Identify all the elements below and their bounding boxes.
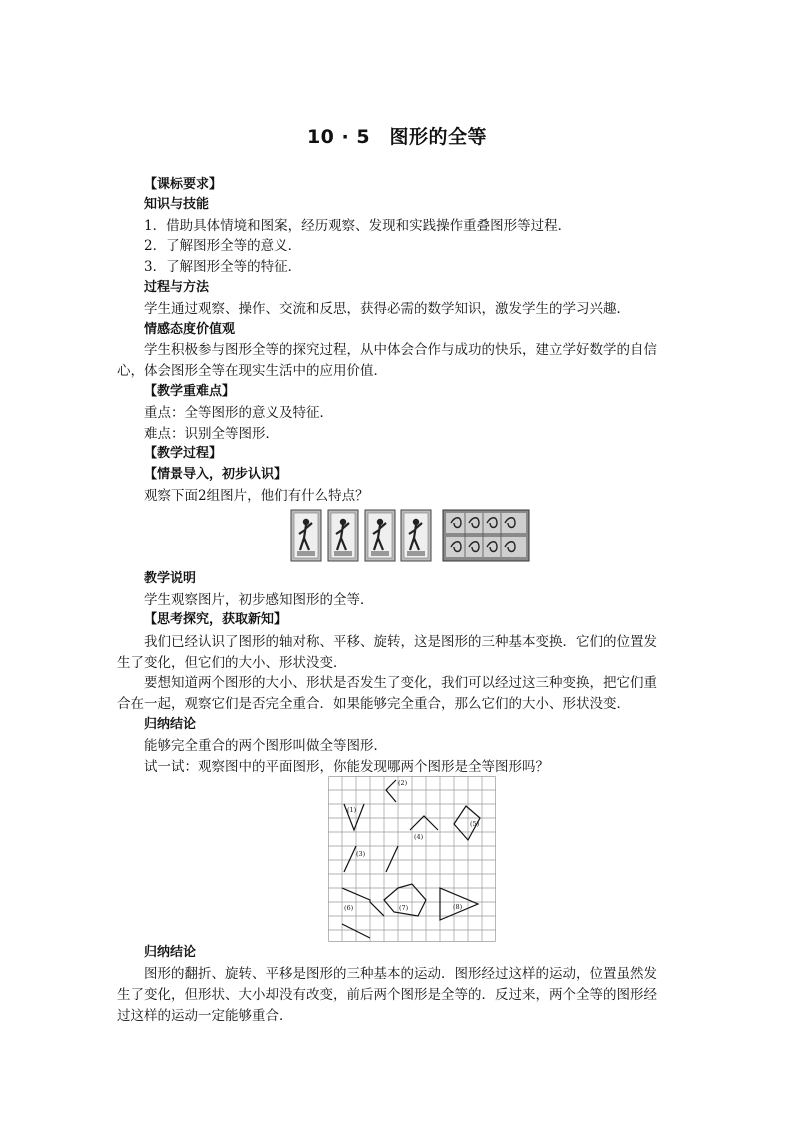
conclusion-heading-2: 归纳结论 xyxy=(144,945,197,960)
shape-3b xyxy=(386,846,398,872)
grid-svg xyxy=(328,776,496,942)
explore-text-2: 生了变化，但它们的大小、形状没变． xyxy=(117,655,347,671)
card-3 xyxy=(365,510,395,561)
label-1: (1) xyxy=(347,806,357,814)
key-point: 重点：全等图形的意义及特征． xyxy=(144,405,333,421)
grid-lines xyxy=(328,776,496,942)
difficult-point: 难点：识别全等图形． xyxy=(144,426,279,442)
explore-text-1: 我们已经认识了图形的轴对称、平移、旋转，这是图形的三种基本变换．它们的位置发 xyxy=(144,634,657,650)
objective-3: 3．了解图形全等的特征． xyxy=(144,259,302,275)
section-heading-explore: 【思考探究，获取新知】 xyxy=(144,612,288,627)
objective-1: 1．借助具体情境和图案，经历观察、发现和实践操作重叠图形等过程． xyxy=(144,218,572,234)
label-7: (7) xyxy=(399,904,409,912)
attitude-text-2: 心，体会图形全等在现实生活中的应用价值． xyxy=(117,363,387,379)
label-2: (2) xyxy=(398,779,408,787)
conclusion-heading-1: 归纳结论 xyxy=(144,717,197,732)
attitude-text-1: 学生积极参与图形全等的探究过程，从中体会合作与成功的快乐，建立学好数学的自信 xyxy=(144,342,657,358)
shape-3 xyxy=(344,846,356,872)
card-group xyxy=(291,510,431,561)
conclusion-text-3: 过这样的运动一定能够重合． xyxy=(117,1008,293,1024)
shapes-grid-figure xyxy=(328,776,496,946)
two-picture-groups xyxy=(290,509,531,563)
definition-text: 能够完全重合的两个图形叫做全等图形． xyxy=(144,738,387,754)
subheading-process-methods: 过程与方法 xyxy=(144,280,210,295)
label-6: (6) xyxy=(344,904,354,912)
card-4 xyxy=(401,510,431,561)
teaching-note-text: 学生观察图片，初步感知图形的全等． xyxy=(144,592,374,608)
teaching-note-heading: 教学说明 xyxy=(144,571,197,586)
page-title: 10 · 5 图形的全等 xyxy=(306,126,488,148)
pattern-tile xyxy=(443,510,529,561)
card-1 xyxy=(291,510,321,561)
section-heading-teaching-process: 【教学过程】 xyxy=(144,446,223,461)
objective-2: 2．了解图形全等的意义． xyxy=(144,238,302,254)
shape-2 xyxy=(386,780,396,802)
try-question: 试一试：观察图中的平面图形，你能发现哪两个图形是全等图形吗？ xyxy=(144,759,549,775)
picture-groups-svg xyxy=(290,509,531,563)
label-4: (4) xyxy=(414,833,424,841)
label-3: (3) xyxy=(356,850,366,858)
section-heading-curriculum: 【课标要求】 xyxy=(144,177,223,192)
observe-question: 观察下面2组图片，他们有什么特点？ xyxy=(144,488,369,504)
subheading-attitude-values: 情感态度价值观 xyxy=(144,322,236,337)
label-8: (8) xyxy=(453,903,463,911)
explore-text-4: 合在一起，观察它们是否完全重合．如果能够完全重合，那么它们的大小、形状没变． xyxy=(117,696,630,712)
process-text: 学生通过观察、操作、交流和反思，获得必需的数学知识，激发学生的学习兴趣． xyxy=(144,301,630,317)
conclusion-text-2: 生了变化，但形状、大小却没有改变，前后两个图形是全等的．反过来，两个全等的图形经 xyxy=(117,987,657,1003)
card-2 xyxy=(328,510,358,561)
section-heading-intro: 【情景导入，初步认识】 xyxy=(144,467,288,482)
conclusion-text-1: 图形的翻折、旋转、平移是图形的三种基本的运动．图形经过这样的运动，位置虽然发 xyxy=(144,966,657,982)
section-heading-key-points: 【教学重难点】 xyxy=(144,384,236,399)
subheading-knowledge-skills: 知识与技能 xyxy=(144,197,210,212)
label-5: (5) xyxy=(470,820,480,828)
explore-text-3: 要想知道两个图形的大小、形状是否发生了变化，我们可以经过这三种变换，把它们重 xyxy=(144,675,657,691)
